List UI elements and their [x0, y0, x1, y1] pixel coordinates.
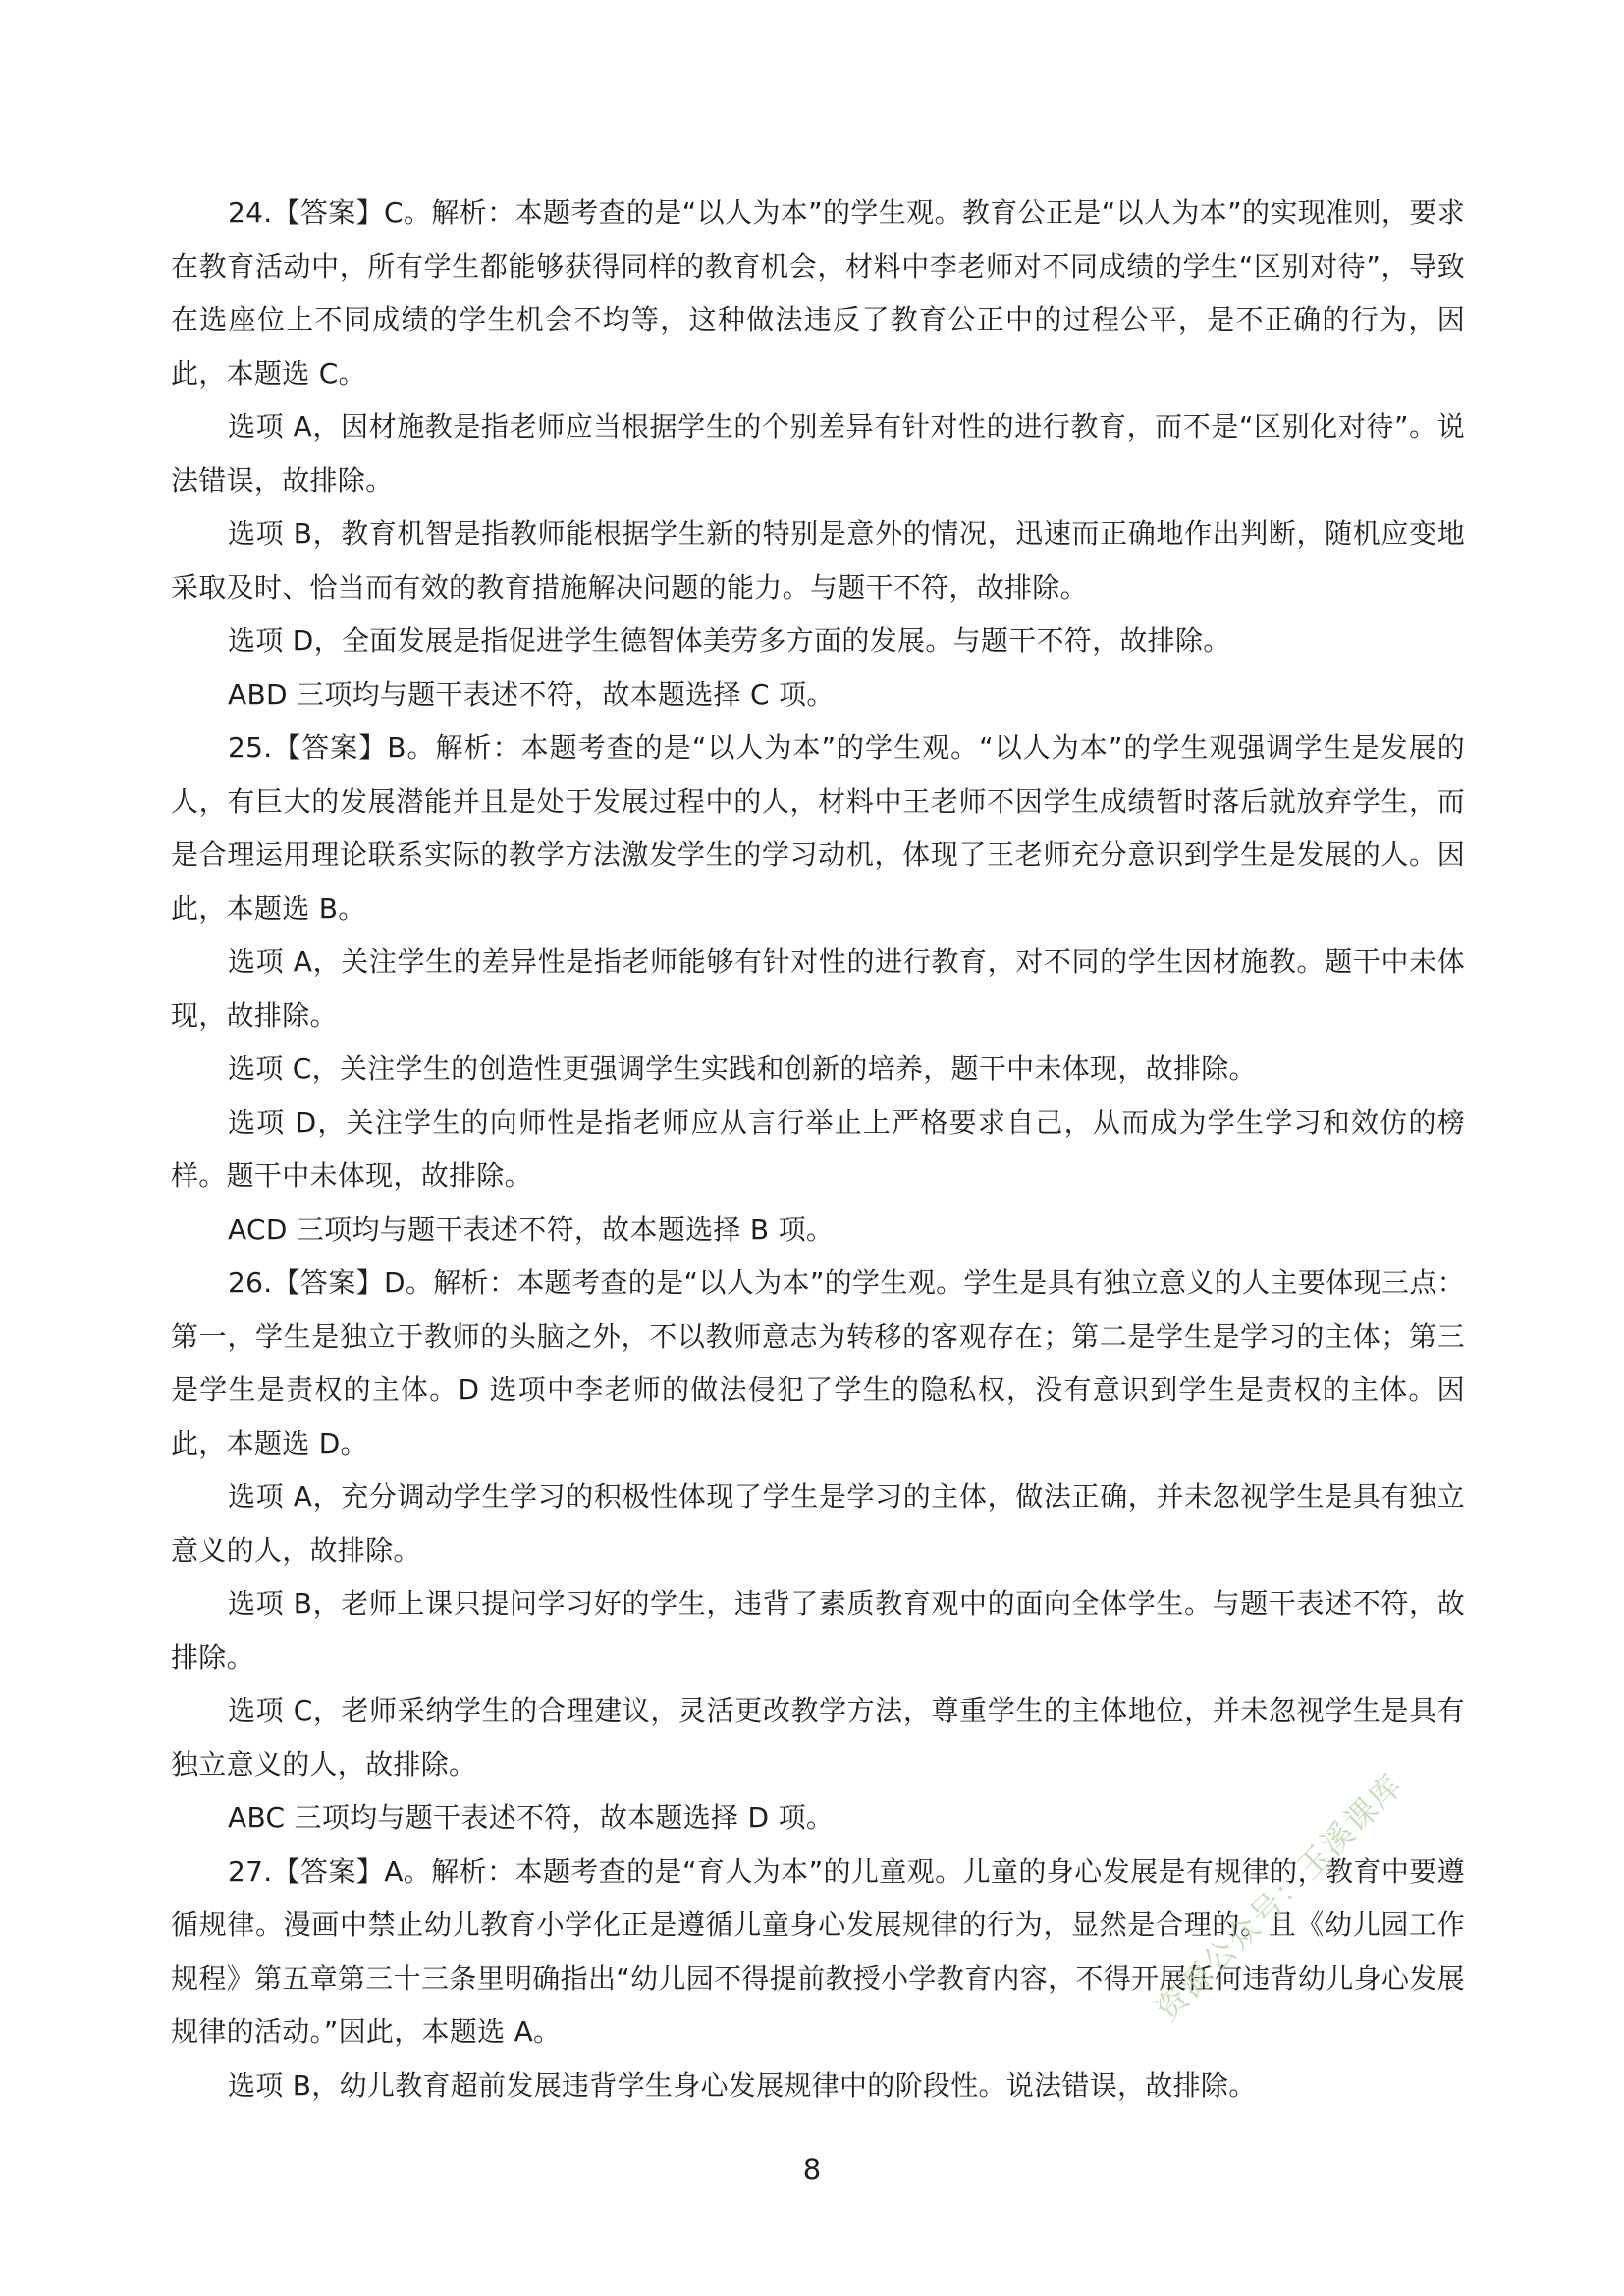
page-number: 8 [802, 2153, 822, 2186]
answer-explanations [171, 187, 1465, 2112]
paragraph-q27-answer: 27.【答案】A。解析：本题考查的是“育人为本”的儿童观。儿童的身心发展是有规律的，教育中要遵循规律。漫画中禁止幼儿教育小学化正是遵循儿童身心发展规律的行为，显然是合理的。且《幼儿园工作规程》第五章第三十三条里明确指出“幼儿园不得提前教授小学教育内容，不得开展任何违背幼儿身心发展规律的活动。”因此，本题选 A。 [171, 1854, 1465, 2048]
paragraph-q26-answer: 26.【答案】D。解析：本题考查的是“以人为本”的学生观。学生是具有独立意义的人主要体现三点：第一，学生是独立于教师的头脑之外，不以教师意志为转移的客观存在；第二是学生是学习的主体；第三是学生是责权的主体。D 选项中李老师的做法侵犯了学生的隐私权，没有意识到学生是责权的主体。因此，本题选 D。 [171, 1266, 1465, 1460]
paragraph-q26-summary: ABC 三项均与题干表述不符，故本题选择 D 项。 [228, 1801, 835, 1834]
paragraph-q26-option-b: 选项 B，老师上课只提问学习好的学生，违背了素质教育观中的面向全体学生。与题干表述不符，故排除。 [171, 1587, 1465, 1674]
paragraph-q25-answer: 25.【答案】B。解析：本题考查的是“以人为本”的学生观。“以人为本”的学生观强调学生是发展的人，有巨大的发展潜能并且是处于发展过程中的人，材料中王老师不因学生成绩暂时落后就放弃学生，而是合理运用理论联系实际的教学方法激发学生的学习动机，体现了王老师充分意识到学生是发展的人。因此，本题选 B。 [171, 731, 1465, 925]
paragraph-q26-option-c: 选项 C，老师采纳学生的合理建议，灵活更改教学方法，尊重学生的主体地位，并未忽视学生是具有独立意义的人，故排除。 [171, 1694, 1465, 1781]
paragraph-q25-option-c: 选项 C，关注学生的创造性更强调学生实践和创新的培养，题干中未体现，故排除。 [228, 1052, 1257, 1085]
paragraph-q24-option-b: 选项 B，教育机智是指教师能根据学生新的特别是意外的情况，迅速而正确地作出判断，随机应变地采取及时、恰当而有效的教育措施解决问题的能力。与题干不符，故排除。 [171, 517, 1465, 604]
paragraph-q24-answer: 24.【答案】C。解析：本题考查的是“以人为本”的学生观。教育公正是“以人为本”的实现准则，要求在教育活动中，所有学生都能够获得同样的教育机会，材料中李老师对不同成绩的学生“区别对待”，导致在选座位上不同成绩的学生机会不均等，这种做法违反了教育公正中的过程公平，是不正确的行为，因此，本题选 C。 [171, 196, 1465, 390]
paragraph-q25-option-d: 选项 D，关注学生的向师性是指老师应从言行举止上严格要求自己，从而成为学生学习和效仿的榜样。题干中未体现，故排除。 [171, 1105, 1465, 1192]
paragraph-q26-option-a: 选项 A，充分调动学生学习的积极性体现了学生是学习的主体，做法正确，并未忽视学生是具有独立意义的人，故排除。 [171, 1480, 1465, 1567]
paragraph-q24-summary: ABD 三项均与题干表述不符，故本题选择 C 项。 [228, 677, 835, 711]
paragraph-q24-option-a: 选项 A，因材施教是指老师应当根据学生的个别差异有针对性的进行教育，而不是“区别化对待”。说法错误，故排除。 [171, 410, 1465, 497]
paragraph-q25-option-a: 选项 A，关注学生的差异性是指老师能够有针对性的进行教育，对不同的学生因材施教。题干中未体现，故排除。 [171, 945, 1465, 1032]
paragraph-q27-option-b: 选项 B，幼儿教育超前发展违背学生身心发展规律中的阶段性。说法错误，故排除。 [228, 2068, 1257, 2102]
paragraph-q24-option-d: 选项 D，全面发展是指促进学生德智体美劳多方面的发展。与题干不符，故排除。 [228, 624, 1231, 657]
paragraph-q25-summary: ACD 三项均与题干表述不符，故本题选择 B 项。 [228, 1212, 835, 1246]
watermark-text: 资源公众号：玉溪课库 [1148, 1765, 1411, 2029]
